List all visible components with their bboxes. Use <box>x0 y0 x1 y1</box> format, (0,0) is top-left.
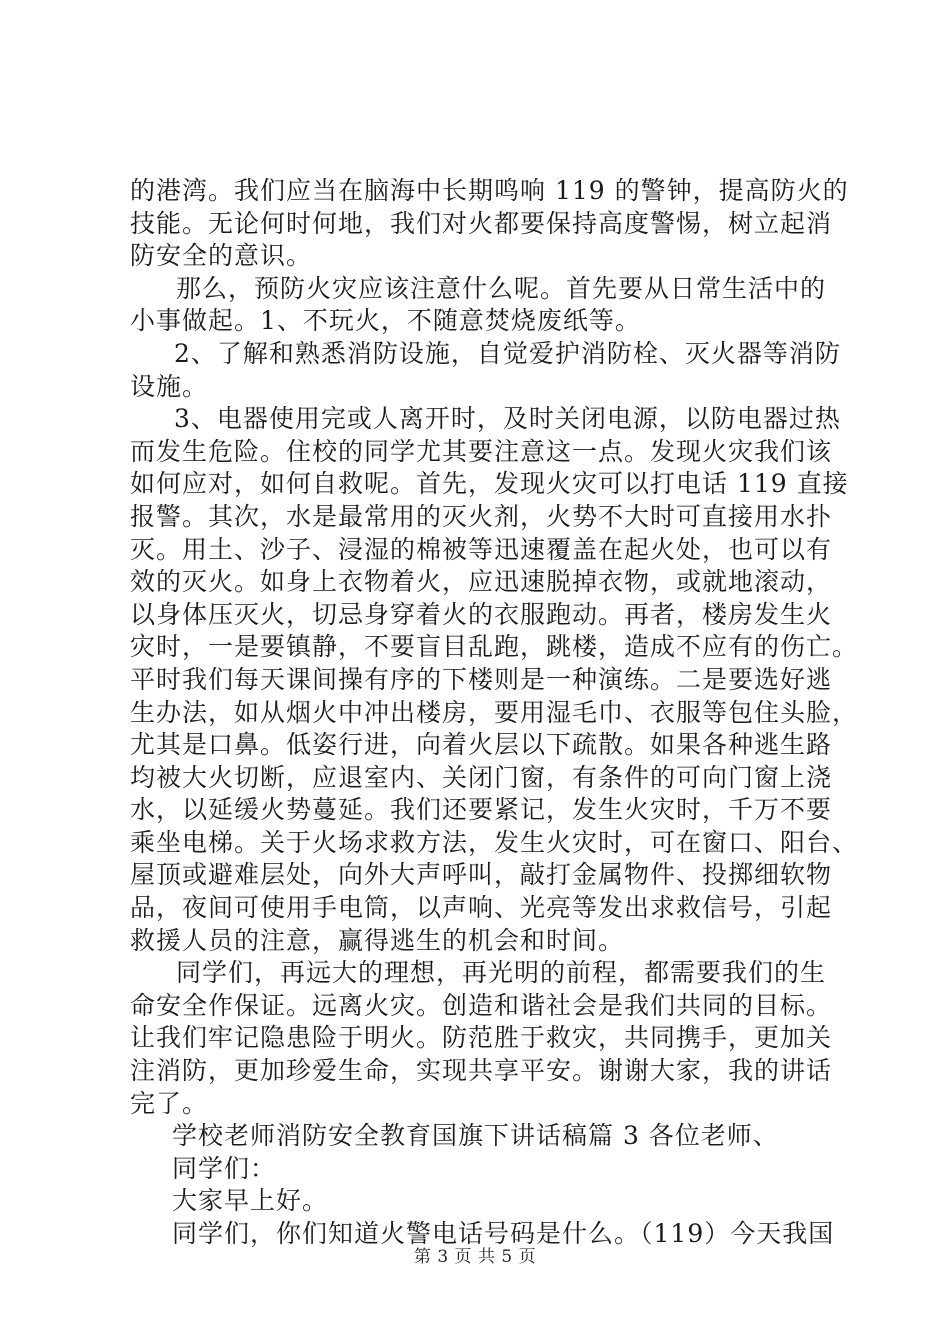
text-line: 救援人员的注意，赢得逃生的机会和时间。 <box>130 925 625 955</box>
text-line: 防安全的意识。 <box>130 241 313 271</box>
text-line: 学校老师消防安全教育国旗下讲话稿篇 3 各位老师、 <box>172 1121 779 1151</box>
text-line: 水，以延缓火势蔓延。我们还要紧记，发生火灾时，千万不要 <box>130 795 833 825</box>
text-line: 乘坐电梯。关于火场求救方法，发生火灾时，可在窗口、阳台、 <box>130 827 859 857</box>
text-line: 2、了解和熟悉消防设施，自觉爱护消防栓、灭火器等消防 <box>174 338 841 368</box>
text-line: 品，夜间可使用手电筒，以声响、光亮等发出求救信号，引起 <box>130 893 833 923</box>
text-line: 同学们： <box>172 1153 277 1183</box>
text-line: 尤其是口鼻。低姿行进，向着火层以下疏散。如果各种逃生路 <box>130 730 833 760</box>
text-line: 效的灭火。如身上衣物着火，应迅速脱掉衣物，或就地滚动， <box>130 567 833 597</box>
text-line: 大家早上好。 <box>172 1186 329 1216</box>
text-line: 小事做起。1、不玩火，不随意焚烧废纸等。 <box>130 306 641 336</box>
text-line: 命安全作保证。远离火灾。创造和谐社会是我们共同的目标。 <box>130 990 833 1020</box>
text-line: 以身体压灭火，切忌身穿着火的衣服跑动。再者，楼房发生火 <box>130 599 833 629</box>
text-line: 而发生危险。住校的同学尤其要注意这一点。发现火灾我们该 <box>130 436 833 466</box>
text-line: 注消防，更加珍爱生命，实现共享平安。谢谢大家，我的讲话 <box>130 1056 833 1086</box>
text-line: 平时我们每天课间操有序的下楼则是一种演练。二是要选好逃 <box>130 664 833 694</box>
text-line: 报警。其次，水是最常用的灭火剂，火势不大时可直接用水扑 <box>130 501 833 531</box>
page-footer <box>0 1242 950 1267</box>
text-line: 的港湾。我们应当在脑海中长期鸣响 119 的警钟，提高防火的 <box>130 176 849 205</box>
text-line: 技能。无论何时何地，我们对火都要保持高度警惕，树立起消 <box>130 208 833 238</box>
text-line: 让我们牢记隐患险于明火。防范胜于救灾，共同携手，更加关 <box>130 1023 833 1053</box>
text-line: 同学们，再远大的理想，再光明的前程，都需要我们的生 <box>176 958 827 988</box>
text-line: 那么，预防火灾应该注意什么呢。首先要从日常生活中的 <box>176 273 827 303</box>
text-line: 完了。 <box>130 1088 209 1118</box>
text-line: 均被大火切断，应退室内、关闭门窗，有条件的可向门窗上浇 <box>130 762 833 792</box>
text-line: 3、电器使用完或人离开时，及时关闭电源，以防电器过热 <box>174 404 841 434</box>
body-text <box>130 175 859 1251</box>
text-line: 灾时，一是要镇静，不要盲目乱跑，跳楼，造成不应有的伤亡。 <box>130 632 859 662</box>
text-line: 设施。 <box>130 371 209 401</box>
text-line: 生办法，如从烟火中冲出楼房，要用湿毛巾、衣服等包住头脸， <box>130 697 859 727</box>
page-indicator: 第 3 页 共 5 页 <box>413 1247 537 1267</box>
text-line: 屋顶或避难层处，向外大声呼叫，敲打金属物件、投掷细软物 <box>130 860 833 890</box>
text-line: 灭。用土、沙子、浸湿的棉被等迅速覆盖在起火处，也可以有 <box>130 534 833 564</box>
text-line: 同学们，你们知道火警电话号码是什么。（119）今天我国 <box>172 1219 835 1248</box>
text-line: 如何应对，如何自救呢。首先，发现火灾可以打电话 119 直接 <box>130 469 849 499</box>
